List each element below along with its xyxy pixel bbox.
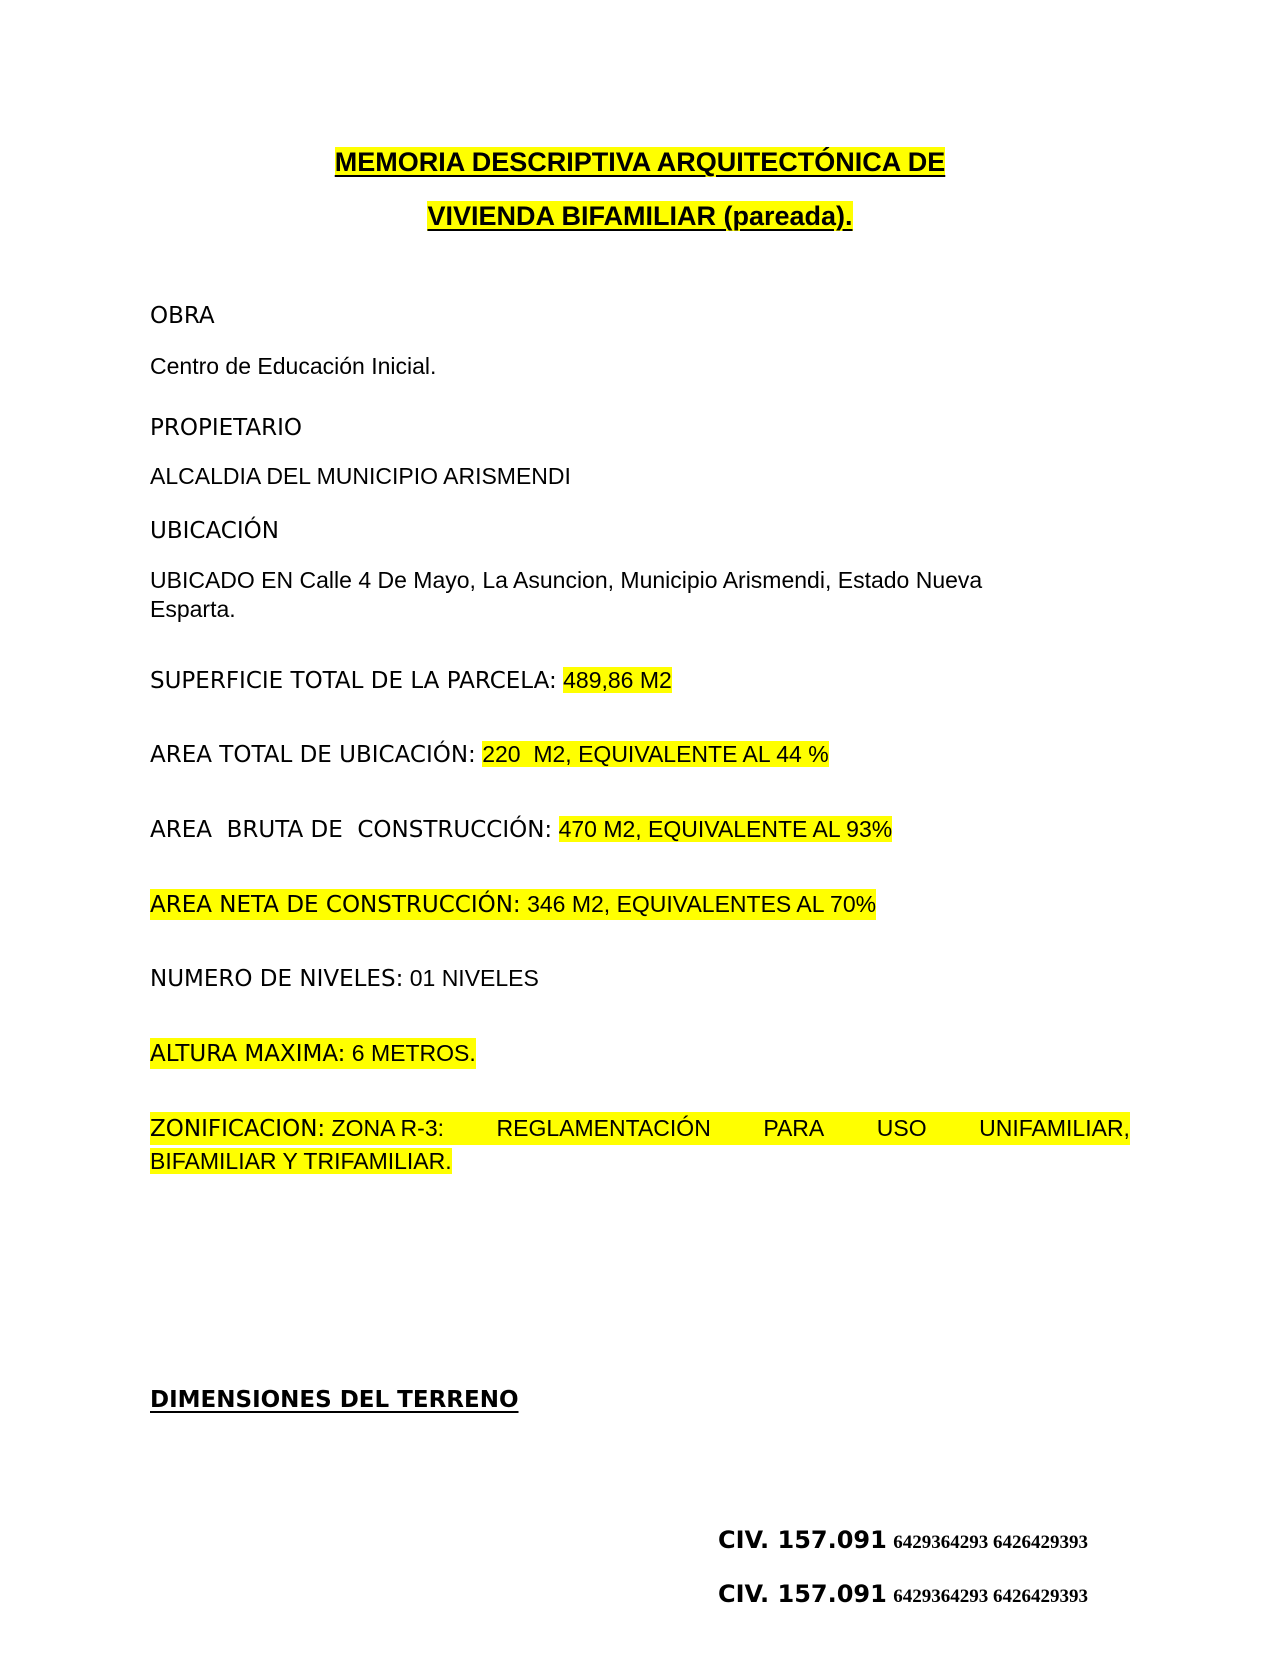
zonificacion-block xyxy=(150,1112,1130,1177)
document-title-line-2: VIVIENDA BIFAMILIAR (pareada). xyxy=(427,201,853,231)
area-neta-label: AREA NETA DE CONSTRUCCIÓN: xyxy=(150,892,521,918)
area-neta-row xyxy=(150,889,876,920)
altura-value: 6 METROS. xyxy=(351,1040,476,1066)
zonificacion-line-1 xyxy=(150,1112,1130,1145)
zonificacion-line-2: BIFAMILIAR Y TRIFAMILIAR. xyxy=(150,1148,452,1174)
document-title-line-1: MEMORIA DESCRIPTIVA ARQUITECTÓNICA DE xyxy=(334,147,946,177)
propietario-value: ALCALDIA DEL MUNICIPIO ARISMENDI xyxy=(150,463,571,489)
phone-numbers: 6429364293 6426429393 xyxy=(893,1586,1088,1607)
zonificacion-word-4: USO xyxy=(876,1115,927,1141)
signature-line-1 xyxy=(718,1525,1088,1558)
zonificacion-word-3: PARA xyxy=(763,1115,825,1141)
area-ubicacion-row xyxy=(150,739,829,770)
zonificacion-label: ZONIFICACION: xyxy=(150,1116,326,1142)
area-ubicacion-value: 220 M2, EQUIVALENTE AL 44 % xyxy=(482,741,829,767)
area-bruta-label: AREA BRUTA DE CONSTRUCCIÓN: xyxy=(150,817,553,843)
propietario-label: PROPIETARIO xyxy=(150,415,303,441)
obra-value: Centro de Educación Inicial. xyxy=(150,353,437,379)
zonificacion-word-1: ZONA R-3: xyxy=(331,1115,445,1141)
superficie-row xyxy=(150,665,672,696)
niveles-label: NUMERO DE NIVELES: xyxy=(150,966,404,992)
area-neta-value: 346 M2, EQUIVALENTES AL 70% xyxy=(527,891,877,917)
civ-number: CIV. 157.091 xyxy=(718,1526,887,1554)
dimensiones-title: DIMENSIONES DEL TERRENO xyxy=(150,1387,519,1413)
ubicacion-value-line-2: Esparta. xyxy=(150,596,236,622)
zonificacion-word-2: REGLAMENTACIÓN xyxy=(496,1115,711,1141)
area-bruta-value: 470 M2, EQUIVALENTE AL 93% xyxy=(558,816,893,842)
ubicacion-value-line-1: UBICADO EN Calle 4 De Mayo, La Asuncion, Municipio Arismendi, Estado Nueva xyxy=(150,567,983,593)
signature-line-2 xyxy=(718,1579,1088,1612)
obra-label: OBRA xyxy=(150,303,215,329)
superficie-value: 489,86 M2 xyxy=(563,667,672,693)
altura-row xyxy=(150,1038,476,1069)
area-ubicacion-label: AREA TOTAL DE UBICACIÓN: xyxy=(150,742,476,768)
niveles-row xyxy=(150,963,539,994)
phone-numbers: 6429364293 6426429393 xyxy=(893,1532,1088,1553)
altura-label: ALTURA MAXIMA: xyxy=(150,1041,346,1067)
niveles-value: 01 NIVELES xyxy=(409,965,539,991)
ubicacion-label: UBICACIÓN xyxy=(150,518,279,544)
zonificacion-word-5: UNIFAMILIAR, xyxy=(979,1115,1130,1141)
superficie-label: SUPERFICIE TOTAL DE LA PARCELA: xyxy=(150,668,557,694)
civ-number: CIV. 157.091 xyxy=(718,1580,887,1608)
area-bruta-row xyxy=(150,814,892,845)
